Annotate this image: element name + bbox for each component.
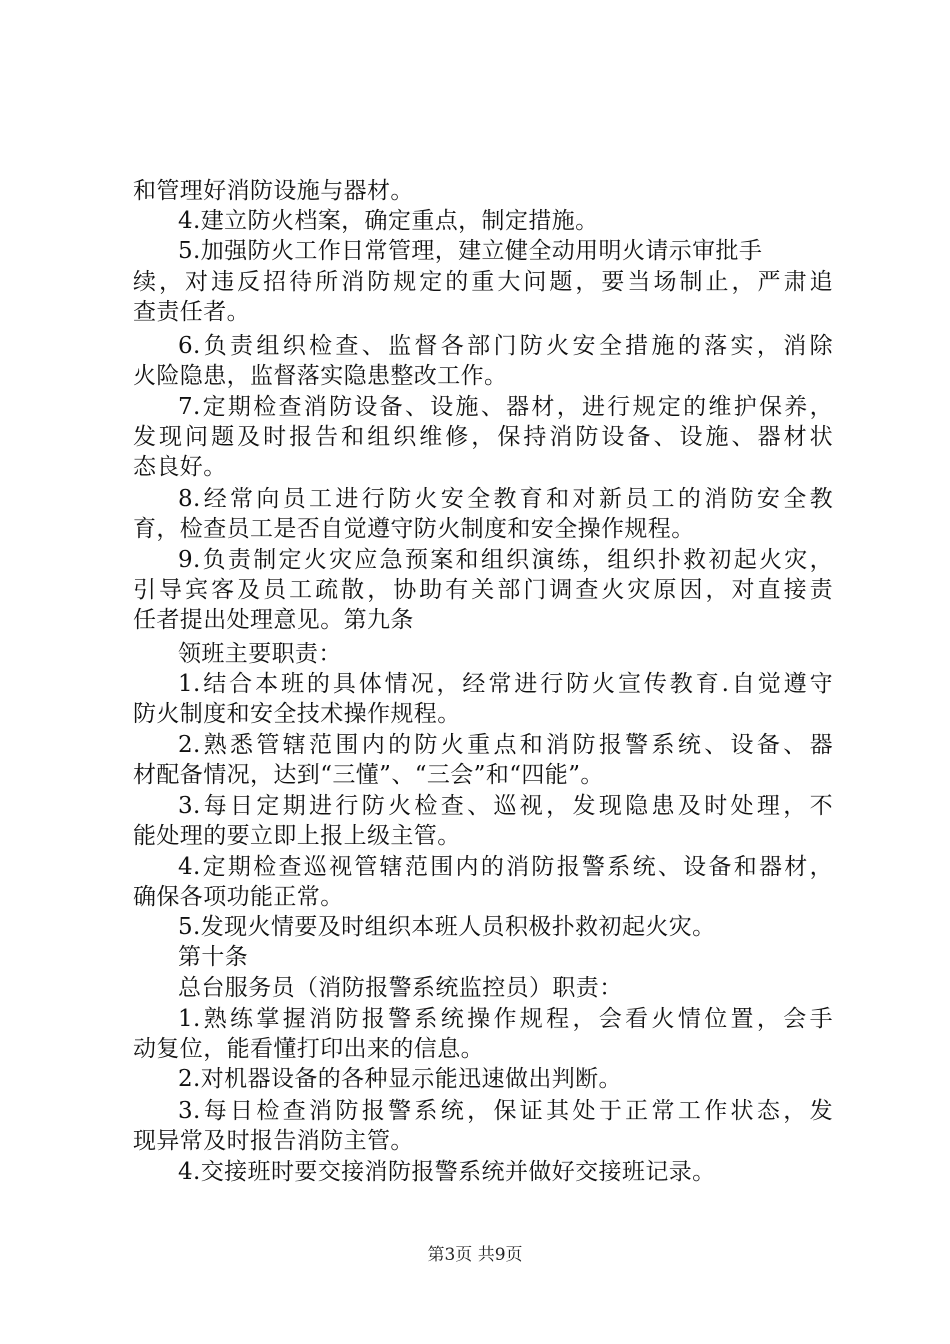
text-line: 任者提出处理意见。第九条	[133, 607, 414, 633]
text-line: 续，对违反招待所消防规定的重大问题，要当场制止，严肃追	[133, 269, 833, 295]
text-line: 和管理好消防设施与器材。	[133, 178, 414, 204]
text-line: 3.每日定期进行防火检查、巡视，发现隐患及时处理，不	[178, 793, 833, 819]
text-line: 1.熟练掌握消防报警系统操作规程，会看火情位置，会手	[178, 1006, 833, 1032]
text-line: 9.负责制定火灾应急预案和组织演练，组织扑救初起火灾，	[178, 547, 833, 573]
text-line: 第十条	[178, 944, 249, 970]
text-line: 5.加强防火工作日常管理，建立健全动用明火请示审批手	[178, 238, 763, 264]
text-line: 现异常及时报告消防主管。	[133, 1128, 414, 1154]
text-line: 动复位，能看懂打印出来的信息。	[133, 1036, 484, 1062]
text-line: 发现问题及时报告和组织维修，保持消防设备、设施、器材状	[133, 424, 833, 450]
text-line: 能处理的要立即上报上级主管。	[133, 823, 461, 849]
text-line: 总台服务员（消防报警系统监控员）职责：	[178, 975, 623, 1001]
text-line: 4.交接班时要交接消防报警系统并做好交接班记录。	[178, 1159, 716, 1185]
page-number-footer: 第3页 共9页	[427, 1245, 523, 1265]
text-line: 4.建立防火档案，确定重点，制定措施。	[178, 208, 599, 234]
text-line: 8.经常向员工进行防火安全教育和对新员工的消防安全教	[178, 486, 833, 512]
text-line: 材配备情况，达到“三懂”、“三会”和“四能”。	[133, 762, 604, 788]
text-line: 2.对机器设备的各种显示能迅速做出判断。	[178, 1066, 622, 1092]
text-line: 5.发现火情要及时组织本班人员积极扑救初起火灾。	[178, 914, 716, 940]
text-line: 引导宾客及员工疏散，协助有关部门调查火灾原因，对直接责	[133, 577, 833, 603]
text-line: 育，检查员工是否自觉遵守防火制度和安全操作规程。	[133, 516, 695, 542]
text-line: 7.定期检查消防设备、设施、器材，进行规定的维护保养，	[178, 394, 833, 420]
text-line: 领班主要职责：	[178, 641, 342, 667]
text-line: 6.负责组织检查、监督各部门防火安全措施的落实，消除	[178, 333, 833, 359]
text-line: 1.结合本班的具体情况，经常进行防火宣传教育.自觉遵守	[178, 671, 833, 697]
text-line: 确保各项功能正常。	[133, 884, 344, 910]
text-line: 查责任者。	[133, 299, 250, 325]
text-line: 3.每日检查消防报警系统，保证其处于正常工作状态，发	[178, 1098, 833, 1124]
text-line: 4.定期检查巡视管辖范围内的消防报警系统、设备和器材，	[178, 854, 833, 880]
text-line: 2.熟悉管辖范围内的防火重点和消防报警系统、设备、器	[178, 732, 833, 758]
text-line: 火险隐患，监督落实隐患整改工作。	[133, 363, 508, 389]
text-line: 防火制度和安全技术操作规程。	[133, 701, 461, 727]
text-line: 态良好。	[133, 454, 227, 480]
